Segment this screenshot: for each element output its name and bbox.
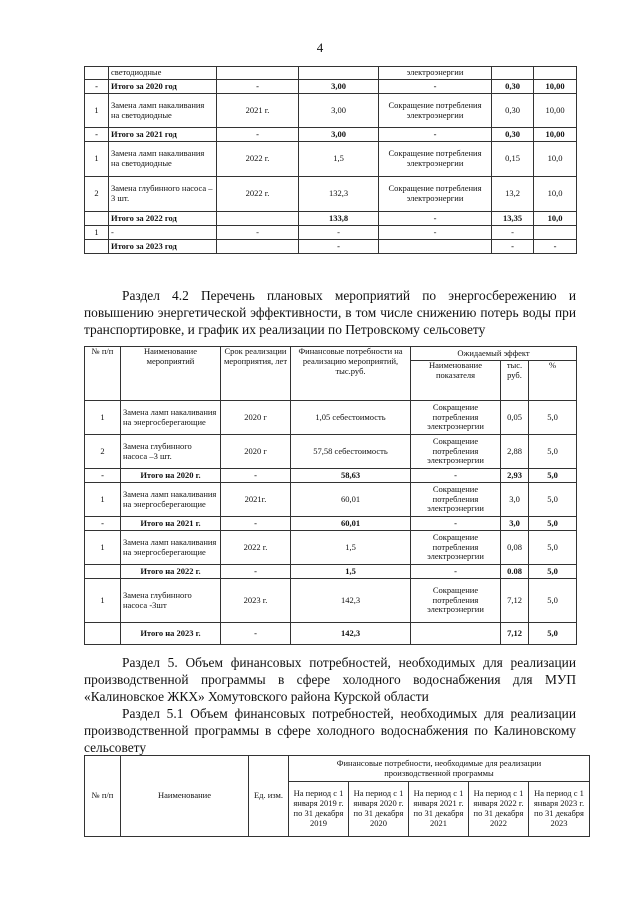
table-row — [85, 517, 577, 531]
cell-year: - — [217, 226, 299, 240]
cell-n — [85, 67, 109, 80]
cell-val: 3,0 — [501, 517, 529, 531]
header-period-2019: На период с 1 января 2019 г. по 31 декабря 2019 — [289, 782, 349, 837]
cell-fin: 1,05 себестоимость — [291, 401, 411, 435]
cell-val: 0,15 — [492, 142, 534, 177]
table-petrovsky-measures — [84, 346, 577, 645]
cell-effect: - — [379, 128, 492, 142]
cell-year — [217, 212, 299, 226]
cell-n — [85, 212, 109, 226]
cell-fin: 60,01 — [291, 483, 411, 517]
cell-pct: 5,0 — [529, 623, 577, 645]
header-period-2021: На период с 1 января 2021 г. по 31 декабря 2021 — [409, 782, 469, 837]
cell-ind: Сокращение потребления электроэнергии — [411, 435, 501, 469]
cell-val: 0,30 — [492, 128, 534, 142]
cell-cost: 132,3 — [299, 177, 379, 212]
cell-year: 2022 г. — [217, 177, 299, 212]
cell-ind: Сокращение потребления электроэнергии — [411, 483, 501, 517]
cell-name: Замена ламп накаливания на энергосберегающие — [121, 401, 221, 435]
table-row — [85, 623, 577, 645]
cell-fin: 142,3 — [291, 579, 411, 623]
cell-term: - — [221, 517, 291, 531]
table-row — [85, 94, 577, 128]
header-unit: Ед. изм. — [249, 756, 289, 837]
cell-name: Итого за 2023 год — [109, 240, 217, 254]
cell-ind: Сокращение потребления электроэнергии — [411, 579, 501, 623]
cell-term: 2021г. — [221, 483, 291, 517]
cell-n: 1 — [85, 579, 121, 623]
cell-term: 2020 г — [221, 401, 291, 435]
header-number: № п/п — [85, 756, 121, 837]
cell-term: 2023 г. — [221, 579, 291, 623]
header-percent: % — [529, 361, 577, 401]
cell-n: 2 — [85, 435, 121, 469]
section-5-1-heading: Раздел 5.1 Объем финансовых потребностей, необходимых для реализации производственной программы в сфере холодного водоснабжения по Калиновскому сельсовету — [84, 706, 576, 755]
cell-year: - — [217, 128, 299, 142]
cell-val: 13,2 — [492, 177, 534, 212]
cell-n: 1 — [85, 401, 121, 435]
cell-pct: 10,0 — [534, 212, 577, 226]
cell-n: - — [85, 517, 121, 531]
cell-pct: 5,0 — [529, 517, 577, 531]
cell-name: Итого на 2020 г. — [121, 469, 221, 483]
cell-name: Замена глубинного насоса –3 шт. — [121, 435, 221, 469]
cell-n: 1 — [85, 142, 109, 177]
cell-pct: 10,0 — [534, 142, 577, 177]
cell-n: 1 — [85, 483, 121, 517]
table-row — [85, 240, 577, 254]
cell-effect: - — [379, 226, 492, 240]
cell-year — [217, 67, 299, 80]
table-row — [85, 469, 577, 483]
cell-fin: 1,5 — [291, 565, 411, 579]
cell-val: 0,08 — [501, 531, 529, 565]
table-row — [85, 212, 577, 226]
header-period-2022: На период с 1 января 2022 г. по 31 декабря 2022 — [469, 782, 529, 837]
cell-effect: Сокращение потребления электроэнергии — [379, 142, 492, 177]
table-row — [85, 531, 577, 565]
cell-name: Замена глубинного насоса -3шт — [121, 579, 221, 623]
cell-fin: 58,63 — [291, 469, 411, 483]
cell-n: 1 — [85, 531, 121, 565]
cell-fin: 60,01 — [291, 517, 411, 531]
table-row — [85, 128, 577, 142]
cell-cost: 133,8 — [299, 212, 379, 226]
cell-ind — [411, 623, 501, 645]
cell-name: Итого на 2022 г. — [121, 565, 221, 579]
cell-pct: 5,0 — [529, 435, 577, 469]
header-finance: Финансовые потребности, необходимые для реализации производственной программы — [289, 756, 590, 782]
section-5-heading: Раздел 5. Объем финансовых потребностей, необходимых для реализации производственной программы в сфере холодного водоснабжения для МУП «Калиновское ЖКХ» Хомутовского района Курской области — [84, 655, 576, 704]
cell-name: Замена ламп накаливания на светодиодные — [109, 94, 217, 128]
cell-pct: 10,00 — [534, 80, 577, 94]
cell-val: - — [492, 226, 534, 240]
header-period-2020: На период с 1 января 2020 г. по 31 декабря 2020 — [349, 782, 409, 837]
cell-pct: 10,0 — [534, 177, 577, 212]
cell-cost: - — [299, 240, 379, 254]
cell-cost: 1,5 — [299, 142, 379, 177]
cell-name: Замена ламп накаливания на энергосберегающие — [121, 483, 221, 517]
table-row — [85, 401, 577, 435]
cell-name: Итого на 2021 г. — [121, 517, 221, 531]
cell-effect: - — [379, 212, 492, 226]
cell-val: 0.08 — [501, 565, 529, 579]
cell-year: - — [217, 80, 299, 94]
header-period-2023: На период с 1 января 2023 г. по 31 декабря 2023 — [529, 782, 590, 837]
header-expected-effect: Ожидаемый эффект — [411, 347, 577, 361]
cell-name: светодиодные — [109, 67, 217, 80]
cell-name: Итого за 2021 год — [109, 128, 217, 142]
cell-effect: - — [379, 80, 492, 94]
cell-fin: 1,5 — [291, 531, 411, 565]
section-4-2-heading: Раздел 4.2 Перечень плановых мероприятий по энергосбережению и повышению энергетической эффективности, в том числе снижению потерь воды при транспортировке, и график их реализации по Петровскому сельсовету — [84, 288, 576, 337]
cell-n: 2 — [85, 177, 109, 212]
cell-cost: - — [299, 226, 379, 240]
table-financial-needs — [84, 755, 590, 837]
cell-ind: - — [411, 565, 501, 579]
header-term: Срок реализации мероприятия, лет — [221, 347, 291, 401]
table-row — [85, 483, 577, 517]
cell-val: 2,88 — [501, 435, 529, 469]
cell-effect: электроэнергии — [379, 67, 492, 80]
cell-ind: Сокращение потребления электроэнергии — [411, 531, 501, 565]
cell-n: 1 — [85, 226, 109, 240]
cell-term: - — [221, 623, 291, 645]
cell-name: Итого на 2023 г. — [121, 623, 221, 645]
cell-name: Замена ламп накаливания на светодиодные — [109, 142, 217, 177]
cell-pct: 5,0 — [529, 579, 577, 623]
cell-year: 2022 г. — [217, 142, 299, 177]
cell-ind: Сокращение потребления электроэнергии — [411, 401, 501, 435]
cell-pct: 5,0 — [529, 565, 577, 579]
cell-val: 0,30 — [492, 94, 534, 128]
cell-term: 2022 г. — [221, 531, 291, 565]
table-row — [85, 435, 577, 469]
cell-ind: - — [411, 469, 501, 483]
table-row — [85, 565, 577, 579]
table-row — [85, 177, 577, 212]
cell-cost — [299, 67, 379, 80]
cell-term: 2020 г — [221, 435, 291, 469]
cell-name: Итого за 2020 год — [109, 80, 217, 94]
cell-val: 3,0 — [501, 483, 529, 517]
cell-pct: 5,0 — [529, 469, 577, 483]
cell-pct: 5,0 — [529, 401, 577, 435]
cell-name: Итого за 2022 год — [109, 212, 217, 226]
cell-term: - — [221, 469, 291, 483]
cell-cost: 3,00 — [299, 94, 379, 128]
cell-n: - — [85, 80, 109, 94]
cell-pct — [534, 67, 577, 80]
header-number: № п/п — [85, 347, 121, 401]
table-row — [85, 226, 577, 240]
header-finance: Финансовые потребности на реализацию мероприятий, тыс.руб. — [291, 347, 411, 401]
cell-cost: 3,00 — [299, 128, 379, 142]
cell-name: - — [109, 226, 217, 240]
cell-n — [85, 623, 121, 645]
cell-n: - — [85, 128, 109, 142]
cell-name: Замена ламп накаливания на энергосберегающие — [121, 531, 221, 565]
page-number: 4 — [316, 40, 324, 55]
cell-val: 7,12 — [501, 579, 529, 623]
table-energy-2020-2023 — [84, 66, 577, 254]
cell-effect: Сокращение потребления электроэнергии — [379, 177, 492, 212]
cell-fin: 142,3 — [291, 623, 411, 645]
cell-val: 2,93 — [501, 469, 529, 483]
cell-term: - — [221, 565, 291, 579]
cell-pct: 5,0 — [529, 483, 577, 517]
cell-n — [85, 240, 109, 254]
header-indicator: Наименование показателя — [411, 361, 501, 401]
cell-n: 1 — [85, 94, 109, 128]
cell-year: 2021 г. — [217, 94, 299, 128]
cell-name: Замена глубинного насоса – 3 шт. — [109, 177, 217, 212]
cell-pct: - — [534, 240, 577, 254]
cell-effect — [379, 240, 492, 254]
cell-fin: 57,58 себестоимость — [291, 435, 411, 469]
cell-val: 0,30 — [492, 80, 534, 94]
cell-cost: 3,00 — [299, 80, 379, 94]
cell-n — [85, 565, 121, 579]
cell-val: 0,05 — [501, 401, 529, 435]
cell-val: - — [492, 240, 534, 254]
cell-val — [492, 67, 534, 80]
cell-val: 13,35 — [492, 212, 534, 226]
cell-pct — [534, 226, 577, 240]
cell-ind: - — [411, 517, 501, 531]
table-row — [85, 80, 577, 94]
table-row — [85, 579, 577, 623]
cell-n: - — [85, 469, 121, 483]
cell-effect: Сокращение потребления электроэнергии — [379, 94, 492, 128]
header-name: Наименование — [121, 756, 249, 837]
cell-year — [217, 240, 299, 254]
header-name: Наименование мероприятий — [121, 347, 221, 401]
cell-pct: 10,00 — [534, 128, 577, 142]
table-row — [85, 67, 577, 80]
cell-pct: 5,0 — [529, 531, 577, 565]
table-row — [85, 142, 577, 177]
header-thousand-rub: тыс. руб. — [501, 361, 529, 401]
cell-pct: 10,00 — [534, 94, 577, 128]
cell-val: 7,12 — [501, 623, 529, 645]
